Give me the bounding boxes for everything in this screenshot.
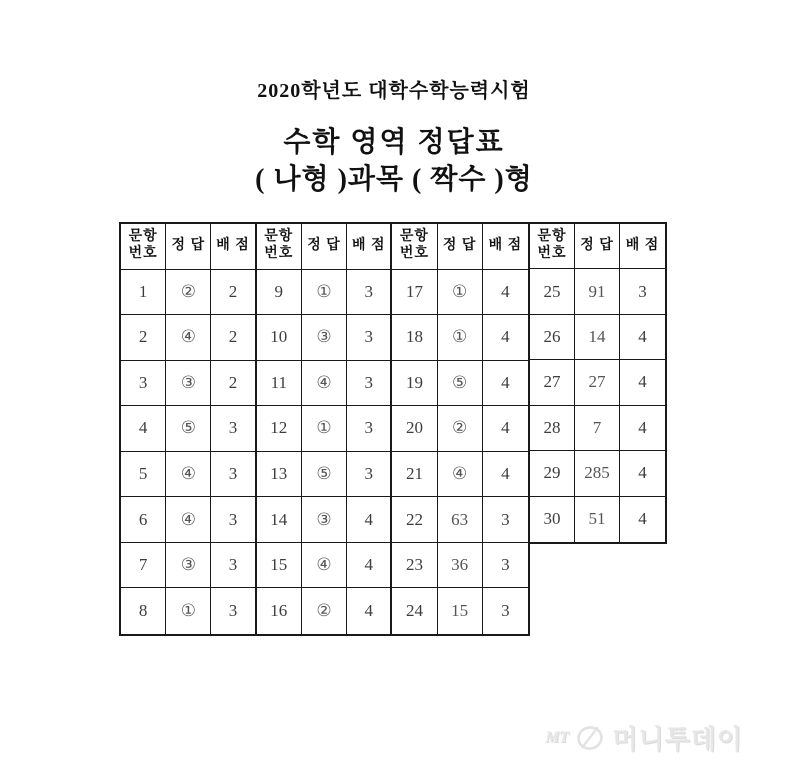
points-cell: 3 [211,406,256,452]
question-number-cell: 29 [530,451,575,496]
points-cell: 4 [638,509,647,529]
question-number-cell: 12 [257,406,302,452]
answer-table-extension [530,222,667,544]
header-line: 문항 [128,229,158,245]
points-cell: 4 [483,406,528,452]
header-line: 번호 [264,246,294,262]
question-number-cell: 25 [530,269,575,314]
answer-cell: 36 [438,543,483,589]
answer-cell: ④ [166,315,211,361]
question-number-cell: 23 [392,543,437,589]
question-number-cell: 6 [121,497,166,543]
answer-header: 정 답 [166,224,211,270]
points-cell: 3 [211,543,256,589]
points-cell: 4 [483,315,528,361]
answer-cell: ① [302,406,347,452]
exam-year-title: 2020학년도 대학수학능력시험 [257,80,531,102]
answer-cell: 15 [438,588,483,634]
points-cell: 4 [347,497,392,543]
question-number-header [530,224,575,269]
header-line: 문항 [399,229,429,245]
points-cell: 2 [211,361,256,407]
answer-cell: ② [302,588,347,634]
points-cell: 2 [211,270,256,316]
header-line: 번호 [537,246,567,262]
question-number-header [392,224,437,270]
question-number-cell: 17 [392,270,437,316]
answer-cell: 285 [575,451,620,496]
question-number-cell: 10 [257,315,302,361]
answer-cell: ④ [302,361,347,407]
answer-cell: ③ [166,543,211,589]
points-cell: 4 [620,360,665,405]
question-number-cell: 22 [392,497,437,543]
question-number-cell: 7 [121,543,166,589]
question-number-cell: 13 [257,452,302,498]
header-line: 문항 [537,229,567,245]
answer-cell: 63 [438,497,483,543]
question-number-cell: 3 [121,361,166,407]
points-cell: 3 [347,315,392,361]
mt-logo-text: MT [545,728,569,746]
points-cell: 3 [211,588,256,634]
points-cell: 3 [347,361,392,407]
answer-cell: ② [166,270,211,316]
points-cell: 4 [620,315,665,360]
answer-cell: ① [302,270,347,316]
question-number-cell: 19 [392,361,437,407]
answer-table-main [119,222,530,636]
question-number-cell: 26 [530,315,575,360]
answer-cell: 14 [575,315,620,360]
answer-cell: ⑤ [438,361,483,407]
section-title: 수학 영역 정답표 [283,127,505,158]
question-number-cell: 16 [257,588,302,634]
answer-cell: ① [438,315,483,361]
points-cell: 3 [347,452,392,498]
answer-cell: ④ [166,497,211,543]
answer-cell: ③ [302,497,347,543]
answer-cell: ④ [302,543,347,589]
answer-cell: ④ [166,452,211,498]
question-number-cell: 4 [121,406,166,452]
answer-header: 정 답 [438,224,483,270]
question-number-cell: 20 [392,406,437,452]
header-line: 번호 [399,246,429,262]
points-cell: 3 [211,452,256,498]
points-cell: 3 [501,601,510,621]
question-number-cell: 8 [121,588,166,634]
question-number-header [257,224,302,270]
moneytoday-brand-text: 머니투데이 [612,724,743,754]
points-header: 배 점 [620,224,665,269]
answer-cell: ⑤ [302,452,347,498]
points-cell: 4 [620,451,665,496]
points-cell: 3 [483,543,528,589]
points-cell: 3 [483,497,528,543]
answer-cell: ⑤ [166,406,211,452]
question-number-cell: 5 [121,452,166,498]
answer-cell: 91 [575,269,620,314]
answer-cell: ② [438,406,483,452]
answer-cell: 51 [575,497,620,542]
answer-cell: ① [438,270,483,316]
points-cell: 4 [483,270,528,316]
answer-cell: ④ [438,452,483,498]
points-header: 배 점 [483,224,528,270]
question-number-cell: 18 [392,315,437,361]
points-cell: 4 [483,361,528,407]
answer-cell: 27 [575,360,620,405]
answer-header: 정 답 [302,224,347,270]
answer-cell: ① [166,588,211,634]
points-cell: 3 [620,269,665,314]
moneytoday-watermark [545,719,743,756]
header-line: 번호 [128,246,158,262]
question-number-cell: 15 [257,543,302,589]
exam-type-title: ( 나형 )과목 ( 짝수 )형 [255,164,533,195]
question-number-cell: 11 [257,361,302,407]
points-header: 배 점 [211,224,256,270]
question-number-cell: 27 [530,360,575,405]
moneytoday-circle-slash-icon [575,724,605,752]
points-cell: 4 [620,406,665,451]
points-cell: 4 [483,452,528,498]
question-number-header [121,224,166,270]
points-cell: 4 [347,588,392,634]
answer-cell: ③ [302,315,347,361]
answer-cell: 7 [575,406,620,451]
question-number-cell: 14 [257,497,302,543]
points-cell: 4 [347,543,392,589]
question-number-cell: 21 [392,452,437,498]
question-number-cell: 2 [121,315,166,361]
question-number-cell: 28 [530,406,575,451]
points-cell: 3 [211,497,256,543]
question-number-cell: 9 [257,270,302,316]
points-cell: 2 [211,315,256,361]
answer-cell: ③ [166,361,211,407]
points-header: 배 점 [347,224,392,270]
header-line: 문항 [264,229,294,245]
answer-header: 정 답 [575,224,620,269]
question-number-cell: 30 [530,497,575,542]
question-number-cell: 1 [121,270,166,316]
question-number-cell: 24 [392,588,437,634]
points-cell: 3 [347,406,392,452]
points-cell: 3 [347,270,392,316]
